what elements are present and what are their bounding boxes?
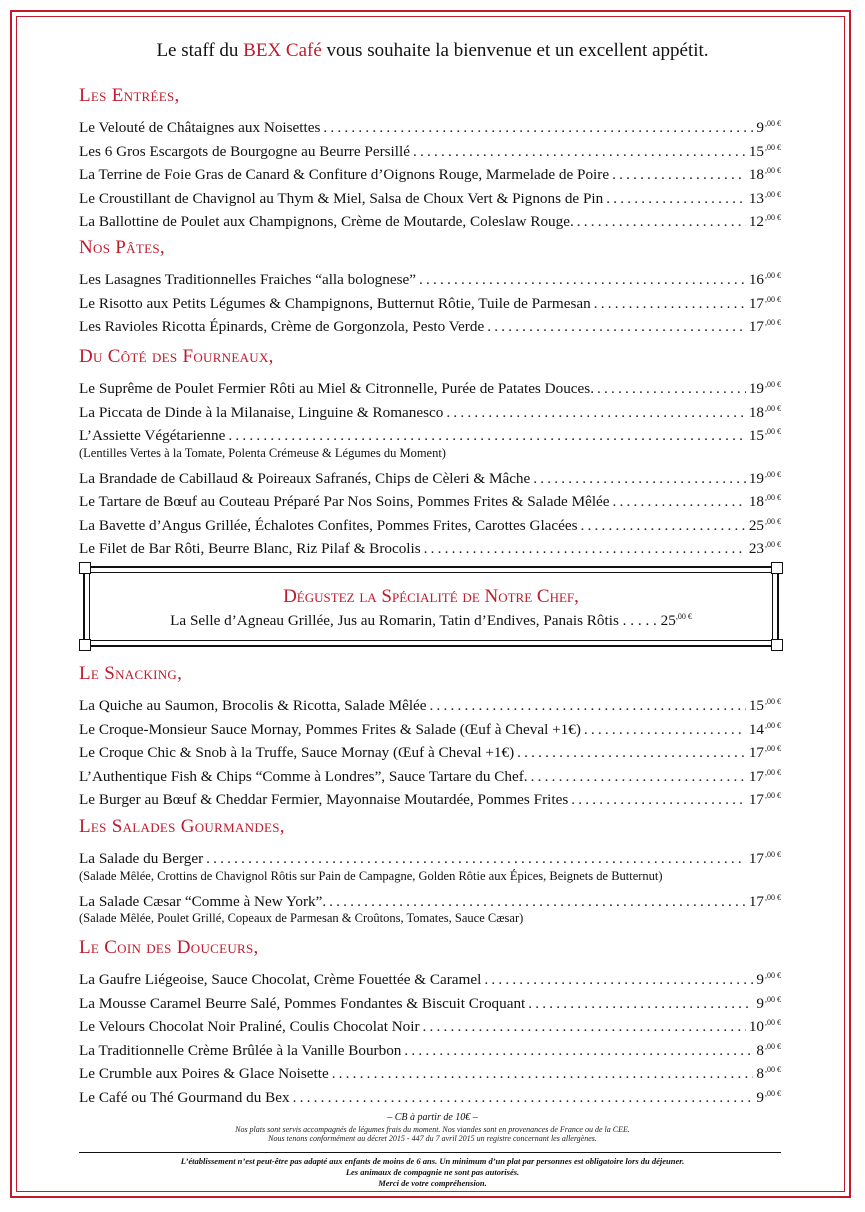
section-title: Le Coin des Douceurs, xyxy=(79,937,259,958)
section-snacking xyxy=(79,662,781,808)
menu-item: Le Crumble aux Poires & Glace Noisette ..... $8^{,00 €}$ xyxy=(79,1058,781,1082)
menu-item: Le Croustillant de Chavignol au Thym & Miel, Salsa de Choux Vert & Pignons de Pin ..... $13^{,00 €}$ xyxy=(79,183,781,207)
menu-item: La Traditionnelle Crème Brûlée à la Vanille Bourbon ..... $8^{,00 €}$ xyxy=(79,1035,781,1059)
section-title: Du Côté des Fourneaux, xyxy=(79,346,274,367)
section-salades xyxy=(79,815,781,928)
section-pates xyxy=(79,236,781,335)
menu-item: Le Croque-Monsieur Sauce Mornay, Pommes Frites & Salade (Œuf à Cheval +1€) ..... $14^{,00 €}$ xyxy=(79,714,781,738)
menu-item: Le Risotto aux Petits Légumes & Champignons, Butternut Rôtie, Tuile de Parmesan ..... $17^{,00 €}$ xyxy=(79,288,781,312)
item-note: (Salade Mêlée, Crottins de Chavignol Rôtis sur Pain de Campagne, Golden Rôtie aux Épices, Beignets de Butternut) xyxy=(79,868,663,883)
section-douceurs xyxy=(79,936,781,1105)
section-entrees xyxy=(79,84,781,230)
chef-special-item: La Selle d’Agneau Grillée, Jus au Romarin, Tatin d’Endives, Panais Rôtis . . . . . $25^{,00 €}$ xyxy=(170,612,692,629)
menu-item: La Gaufre Liégeoise, Sauce Chocolat, Crème Fouettée & Caramel ..... $9^{,00 €}$ xyxy=(79,964,781,988)
sourcing-note: Nos plats sont servis accompagnés de légumes frais du moment. Nos viandes sont en provenances de France ou de la CEE. Nous tenons conformément au décret 2015 - 447 du 7 avril 2015 un registre concernant les allergènes. xyxy=(235,1125,630,1143)
section-title: Le Snacking, xyxy=(79,663,183,684)
item-note: (Salade Mêlée, Poulet Grillé, Copeaux de Parmesan & Croûtons, Tomates, Sauce Cæsar) xyxy=(79,911,524,925)
chef-special-box xyxy=(83,566,779,647)
menu-item: L’Assiette Végétarienne ..... $15^{,00 €}$ xyxy=(79,420,781,444)
menu-item: La Quiche au Saumon, Brocolis & Ricotta, Salade Mêlée ..... $15^{,00 €}$ xyxy=(79,690,781,714)
item-note: (Lentilles Vertes à la Tomate, Polenta Crémeuse & Légumes du Moment) xyxy=(79,445,446,460)
menu-item: La Terrine de Foie Gras de Canard & Confiture d’Oignons Rouge, Marmelade de Poire ..... $18^{,00 €}$ xyxy=(79,159,781,183)
menu-item: La Mousse Caramel Beurre Salé, Pommes Fondantes & Biscuit Croquant ..... $9^{,00 €}$ xyxy=(79,988,781,1012)
menu-item: La Piccata de Dinde à la Milanaise, Linguine & Romanesco ..... $18^{,00 €}$ xyxy=(79,397,781,421)
chef-special-title: Dégustez la Spécialité de Notre Chef, xyxy=(283,586,579,607)
menu-item: Le Burger au Bœuf & Cheddar Fermier, Mayonnaise Moutardée, Pommes Frites ..... $17^{,00 €}$ xyxy=(79,784,781,808)
menu-item: Le Filet de Bar Rôti, Beurre Blanc, Riz Pilaf & Brocolis ..... $23^{,00 €}$ xyxy=(79,533,781,557)
brand-name: BEX Café xyxy=(243,40,322,61)
section-title: Nos Pâtes, xyxy=(79,237,165,258)
welcome-line: Le staff du BEX Café vous souhaite la bienvenue et un excellent appétit. xyxy=(156,40,709,61)
menu-item: La Salade Cæsar “Comme à New York”. ..... $17^{,00 €}$ xyxy=(79,886,781,910)
menu-item: La Salade du Berger ..... $17^{,00 €}$ xyxy=(79,843,781,867)
menu-item: Les Ravioles Ricotta Épinards, Crème de Gorgonzola, Pesto Verde ..... $17^{,00 €}$ xyxy=(79,311,781,335)
policy-note: L’établissement n’est peut-être pas adapté aux enfants de moins de 6 ans. Un minimum d’un plat par personnes est obligatoire lors du déjeuner. Les animaux de compagnie ne sont pas autorisés. Merci de votre compréhension. xyxy=(180,1156,685,1188)
menu-item: Le Croque Chic & Snob à la Truffe, Sauce Mornay (Œuf à Cheval +1€) ..... $17^{,00 €}$ xyxy=(79,737,781,761)
menu-item: La Bavette d’Angus Grillée, Échalotes Confites, Pommes Frites, Carottes Glacées ..... $25^{,00 €}$ xyxy=(79,510,781,534)
menu-item: La Brandade de Cabillaud & Poireaux Safranés, Chips de Cèleri & Mâche ..... $19^{,00 €}$ xyxy=(79,463,781,487)
menu-item: Les 6 Gros Escargots de Bourgogne au Beurre Persillé ..... $15^{,00 €}$ xyxy=(79,136,781,160)
menu-item: L’Authentique Fish & Chips “Comme à Londres”, Sauce Tartare du Chef. ..... $17^{,00 €}$ xyxy=(79,761,781,785)
menu-item: Le Suprême de Poulet Fermier Rôti au Miel & Citronnelle, Purée de Patates Douces. ..... $19^{,00 €}$ xyxy=(79,373,781,397)
menu-item: La Ballottine de Poulet aux Champignons, Crème de Moutarde, Coleslaw Rouge. ..... $12^{,00 €}$ xyxy=(79,206,781,230)
section-title: Les Entrées, xyxy=(79,85,180,106)
menu-item: Les Lasagnes Traditionnelles Fraiches “alla bolognese” ..... $16^{,00 €}$ xyxy=(79,264,781,288)
menu-item: Le Velouté de Châtaignes aux Noisettes ..... $9^{,00 €}$ xyxy=(79,112,781,136)
menu-item: Le Tartare de Bœuf au Couteau Préparé Par Nos Soins, Pommes Frites & Salade Mêlée ..... $18^{,00 €}$ xyxy=(79,486,781,510)
section-title: Les Salades Gourmandes, xyxy=(79,816,285,837)
menu-item: Le Velours Chocolat Noir Praliné, Coulis Chocolat Noir ..... $10^{,00 €}$ xyxy=(79,1011,781,1035)
section-fourneaux xyxy=(79,345,781,557)
payment-note: – CB à partir de 10€ – xyxy=(387,1112,478,1123)
menu-item: Le Café ou Thé Gourmand du Bex ..... $9^{,00 €}$ xyxy=(79,1082,781,1106)
footer-divider xyxy=(79,1152,781,1153)
